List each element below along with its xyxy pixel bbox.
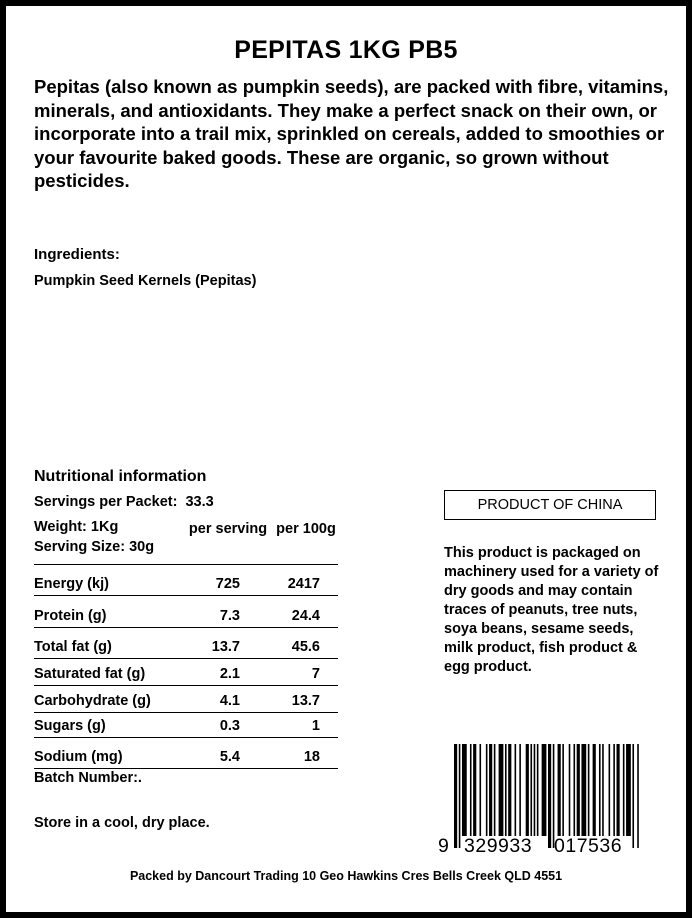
barcode-bar (623, 744, 625, 836)
barcode-bar (553, 744, 555, 848)
ingredients-text: Pumpkin Seed Kernels (Pepitas) (34, 273, 257, 289)
storage-instructions: Store in a cool, dry place. (34, 815, 210, 831)
value-per-100g: 7 (311, 666, 320, 682)
value-per-serving: 4.1 (219, 693, 240, 709)
barcode-right-digits: 017536 (554, 835, 623, 857)
barcode-bar (499, 744, 504, 836)
value-per-100g: 2417 (287, 576, 320, 592)
value-per-100g: 45.6 (291, 639, 320, 655)
product-description: Pepitas (also known as pumpkin seeds), are packed with fibre, vitamins, minerals, and antioxidants. They make a perfect snack on their own, or incorporate into a trail mix, sprinkled on cereals, added to smoothies or your favourite baked goods. These are organic, so grown without pesticides. (34, 76, 669, 191)
nutrient-name: Saturated fat (g) (34, 666, 146, 682)
barcode-bar (617, 744, 620, 836)
nutrient-name: Sodium (mg) (34, 749, 123, 765)
value-per-serving: 5.4 (219, 749, 240, 765)
nutrition-table (34, 516, 338, 769)
barcode-icon (454, 744, 642, 848)
nutrition-table-header (34, 516, 338, 565)
nutrition-row (34, 596, 338, 628)
ingredients-heading: Ingredients: (34, 246, 120, 263)
barcode-bar (454, 744, 457, 848)
barcode-bar (581, 744, 586, 836)
value-per-100g: 13.7 (291, 693, 320, 709)
barcode-bar (573, 744, 575, 836)
value-per-serving: 7.3 (219, 608, 240, 624)
barcode-bar (562, 744, 564, 836)
batch-number: Batch Number:. (34, 770, 142, 786)
servings-per-packet (34, 494, 214, 510)
nutrition-row (34, 565, 338, 596)
value-per-100g: 1 (311, 718, 320, 734)
country-of-origin: PRODUCT OF CHINA (444, 490, 656, 520)
value-per-serving: 0.3 (219, 718, 240, 734)
col-per-serving: per serving (188, 521, 268, 537)
barcode-bar (599, 744, 601, 836)
barcode-bar (637, 744, 639, 848)
barcode-bar (534, 744, 536, 836)
barcode-bar (613, 744, 615, 836)
nutrition-row (34, 659, 338, 686)
barcode-bar (609, 744, 611, 836)
barcode-bar (489, 744, 492, 836)
nutrition-row (34, 738, 338, 769)
nutrient-name: Energy (kj) (34, 576, 109, 592)
barcode-bar (558, 744, 561, 836)
barcode-bar (526, 744, 529, 836)
nutrient-name: Total fat (g) (34, 639, 112, 655)
nutrition-row (34, 713, 338, 738)
nutrient-name: Sugars (g) (34, 718, 106, 734)
barcode-bar (542, 744, 547, 836)
servings-value: 33.3 (185, 494, 214, 510)
barcode-bar (459, 744, 461, 848)
barcode-bar (537, 744, 539, 836)
barcode-bar (632, 744, 634, 848)
value-per-100g: 24.4 (291, 608, 320, 624)
barcode-first-digit: 9 (438, 835, 450, 857)
value-per-serving: 725 (215, 576, 240, 592)
barcode-bar (519, 744, 521, 836)
barcode-bar (577, 744, 580, 836)
nutrition-heading: Nutritional information (34, 468, 207, 485)
product-title: PEPITAS 1KG PB5 (234, 36, 458, 64)
nutrition-row (34, 628, 338, 659)
weight-label: Weight: 1Kg (34, 519, 119, 535)
barcode-bar (515, 744, 517, 836)
barcode-bar (462, 744, 467, 836)
value-per-serving: 2.1 (219, 666, 240, 682)
value-per-serving: 13.7 (211, 639, 240, 655)
servings-label: Servings per Packet: (34, 494, 178, 510)
product-label (6, 6, 686, 912)
barcode-bar (593, 744, 596, 836)
allergen-statement: This product is packaged on machinery used for a variety of dry goods and may contain traces of peanuts, tree nuts, soya beans, sesame seeds, milk product, fish product & egg product. (444, 545, 659, 675)
nutrition-rows (34, 565, 338, 769)
nutrient-name: Carbohydrate (g) (34, 693, 151, 709)
col-per-100g: per 100g (276, 521, 336, 537)
barcode-bar (530, 744, 532, 836)
barcode-bar (588, 744, 590, 836)
barcode-bar (473, 744, 476, 836)
packed-by: Packed by Dancourt Trading 10 Geo Hawkins Cres Bells Creek QLD 4551 (129, 869, 563, 883)
barcode-bar (548, 744, 551, 848)
barcode-bar (508, 744, 511, 836)
barcode-left-digits: 329933 (464, 835, 533, 857)
barcode-bar (505, 744, 507, 836)
serving-size-label: Serving Size: 30g (34, 539, 155, 555)
nutrient-name: Protein (g) (34, 608, 107, 624)
barcode-bar (602, 744, 604, 836)
barcode-bar (479, 744, 481, 836)
barcode-bar (569, 744, 571, 836)
barcode-bar (626, 744, 631, 836)
value-per-100g: 18 (303, 749, 320, 765)
barcode-bar (494, 744, 496, 836)
nutrition-row (34, 686, 338, 713)
barcode-bar (470, 744, 472, 836)
barcode-bar (486, 744, 488, 836)
